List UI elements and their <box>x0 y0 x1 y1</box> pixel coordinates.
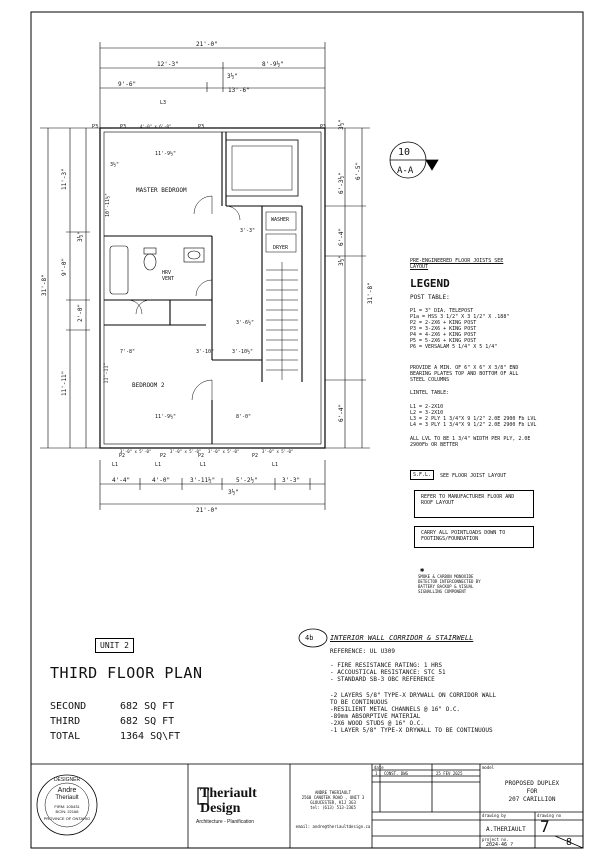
post-row: P1 = 3" DIA. TELEPOST <box>410 308 474 314</box>
dim-left-5: 11'-11" <box>61 370 68 396</box>
company-address <box>294 790 372 829</box>
dim-left-2: 3½" <box>77 231 84 242</box>
designer-stamp <box>37 775 97 821</box>
lintel-tag: 3'-0" x 5'-0" <box>208 449 240 454</box>
lintel-row: L1 = 2-2X10 <box>410 404 444 410</box>
spec-row: - ACCOUSTICAL RESISTANCE: STC 51 <box>330 669 446 676</box>
pointload-note-box: CARRY ALL POINTLOADS DOWN TO FOOTINGS/FOUNDATION <box>414 526 534 548</box>
spec-row: - STANDARD SB-3 OBC REFERENCE <box>330 676 435 683</box>
room-label-dryer: DRYER <box>273 245 289 251</box>
logo-main: Theriault Design <box>200 786 257 816</box>
wall-tag-number: 4b <box>305 634 314 642</box>
lintel-tag: 3'-0" x 5'-0" <box>262 449 294 454</box>
lintel-label: L1 <box>155 462 162 468</box>
address-line: email: andre@theriaultdesign.ca <box>295 824 371 829</box>
stamp-name2: Theriault <box>55 795 79 801</box>
interior-dim-7: 3'-10½" <box>232 349 254 355</box>
manufacturer-note-box: REFER TO MANUFACTURER FLOOR AND ROOF LAYOUT <box>414 490 534 518</box>
dim-left-overall: 31'-8" <box>41 274 48 296</box>
legend-title: LEGEND <box>410 277 450 290</box>
layer-row: -89mm ABSORPTIVE MATERIAL <box>330 713 421 720</box>
lintel-row: L3 = 2 PLY 1 3/4"X 9 1/2" 2.0E 2900 Fb LVL <box>410 416 537 422</box>
post-row: P1a = HSS 3 1/2" X 3 1/2" X .188" <box>410 314 510 320</box>
drawn-by-label: drawing by <box>482 813 507 818</box>
post-row: P3 = 3-2X6 + KING POST <box>410 326 477 332</box>
dim-bottom-1: 4'-4" <box>112 477 131 484</box>
lvl-note: ALL LVL TO BE 1 3/4" WIDTH PER PLY, 2.0E 2900Fb OR BETTER <box>410 436 531 448</box>
bearing-plate-note: PROVIDE A MIN. OF 6" X 6" X 3/8" END BEARING PLATES TOP AND BOTTOM OF ALL STEEL COLUMNS <box>410 365 519 383</box>
dim-top-3: 3½" <box>227 73 238 80</box>
interior-dim-3: 10'-11½" <box>105 192 112 218</box>
room-label-master: MASTER BEDROOM <box>136 187 187 194</box>
interior-dim-2: 3½" <box>110 162 120 168</box>
layer-row: -2X6 WOOD STUDS @ 16" O.C. <box>330 720 424 727</box>
drawing-no-label: drawing no <box>537 813 562 818</box>
dim-bottom-4: 5'-2½" <box>236 477 258 484</box>
stamp-bottom: PROVINCE OF ONTARIO <box>43 816 91 821</box>
dim-right-3: 6'-4" <box>338 227 345 246</box>
dim-right-overall: 31'-8" <box>367 282 374 304</box>
post-row: P5 = 5-2X6 + KING POST <box>410 338 477 344</box>
interior-dim-5: 7'-8" <box>120 349 136 355</box>
rev-no: 1 <box>375 771 378 776</box>
smoke-detector-note: SMOKE & CARBON MONOXIDE DETECTOR INTERCONNECTED BY BATTERY BACKUP & VISUAL SIGNALLING COMPONENT <box>418 574 481 594</box>
interior-dim-9: 11'-11" <box>103 362 110 384</box>
dim-top-4: 9'-6" <box>118 81 137 88</box>
room-label-washer: WASHER <box>271 217 290 223</box>
address-line: GLOUCESTER, K1J 3G3 <box>310 800 356 805</box>
spec-row: - FIRE RESISTANCE RATING: 1 HRS <box>330 662 442 669</box>
lintel-label: L1 <box>272 462 279 468</box>
interior-dim-12: 3'-3" <box>240 228 256 234</box>
area-value: 682 SQ FT <box>120 716 175 727</box>
stamp-top: DESIGNER <box>53 777 81 783</box>
dim-bottom-2: 4'-0" <box>152 477 171 484</box>
interior-dim-6: 3'-10" <box>196 349 215 355</box>
post-row: P6 = VERSALAM 5 1/4" X 5 1/4" <box>410 344 498 350</box>
post-row: P4 = 4-2X6 + KING POST <box>410 332 477 338</box>
address-line: tel: (613) 513-2365 <box>310 805 356 810</box>
unit-label: UNIT 2 <box>95 638 134 653</box>
layer-row: -RESILIENT METAL CHANNELS @ 16" O.C. <box>330 706 461 713</box>
layer-row: -1 LAYER 5/8" TYPE-X DRYWALL TO BE CONTINUOUS <box>330 727 493 734</box>
project-line: FOR <box>526 788 538 795</box>
dim-left-3: 9'-0" <box>61 257 68 276</box>
dim-top-1: 12'-3" <box>157 61 179 68</box>
lintel-table-title: LINTEL TABLE: <box>410 390 450 396</box>
lintel-tag: 3'-0" x 5'-0" <box>120 449 152 454</box>
stamp-bcin2: BCIN: 22168 <box>55 809 79 814</box>
dim-right-4: 3½" <box>338 255 345 266</box>
project-no-label: project no. <box>482 837 509 842</box>
post-label: P3 <box>198 124 205 130</box>
dim-right-1: 6'-3½" <box>338 172 345 194</box>
post-label: P2 <box>252 453 259 459</box>
dim-right-2: 6'-5" <box>355 161 362 180</box>
post-label: P3 <box>92 124 99 130</box>
interior-dim-11: 8'-0" <box>236 414 252 420</box>
dim-left-4: 2'-0" <box>77 303 84 322</box>
sheet-title: THIRD FLOOR PLAN <box>50 664 203 682</box>
interior-dim-1: 11'-9½" <box>155 151 177 157</box>
sfl-tag: S.F.L. <box>410 470 434 480</box>
project-line: PROPOSED DUPLEX <box>504 780 560 787</box>
lintel-tag: 3'-0" x 5'-0" <box>170 449 202 454</box>
logo-sub: Architecture - Planification <box>196 819 255 825</box>
project-no: 2024-46 ? <box>486 842 514 848</box>
wall-assembly-title: INTERIOR WALL CORRIDOR & STAIRWELL <box>330 634 474 642</box>
section-number: 10 <box>398 147 411 158</box>
project-title <box>482 780 582 804</box>
rev-header-model: model <box>482 765 495 770</box>
layer-row: TO BE CONTINUOUS <box>330 699 388 706</box>
dim-left-1: 11'-3" <box>61 168 68 190</box>
section-sheet: A-A <box>397 166 414 176</box>
rev-desc: CONST. DWG <box>384 771 409 776</box>
area-label: TOTAL <box>50 731 81 742</box>
post-table-title: POST TABLE: <box>410 294 450 301</box>
stamp-name1: Andre <box>57 787 77 794</box>
lintel-tag: 4'-0" x 6'-0" <box>140 124 172 129</box>
layer-row: -2 LAYERS 5/8" TYPE-X DRYWALL ON CORRIDOR WALL <box>330 692 497 699</box>
area-value: 1364 SQ\FT <box>120 731 181 742</box>
interior-dim-10: 3'-6½" <box>236 320 255 326</box>
wall-assembly-reference: REFERENCE: UL U309 <box>330 648 396 655</box>
total-sheets: 8 <box>566 837 573 848</box>
stamp-bcin1: FIRM: 105431 <box>54 804 80 809</box>
post-row: P2 = 2-2X6 + KING POST <box>410 320 477 326</box>
area-label: THIRD <box>50 716 81 727</box>
post-label: P3 <box>120 124 127 130</box>
company-logo <box>196 786 286 825</box>
sfl-note: SEE FLOOR JOIST LAYOUT <box>440 473 507 479</box>
post-label: P3 <box>320 124 327 130</box>
rev-date: 25 FEV 2025 <box>436 771 463 776</box>
post-label: P2 <box>119 453 126 459</box>
dim-top-2: 8'-9½" <box>262 61 284 68</box>
room-label-hrv: HRV VENT <box>162 270 175 282</box>
project-line: 207 CARILLION <box>508 796 556 803</box>
smoke-detector-icon: ✱ <box>420 566 425 574</box>
floor-joist-note: PRE-ENGINEERED FLOOR JOISTS SEE LAYOUT <box>410 258 504 270</box>
rev-header-date: date <box>374 765 384 770</box>
drawn-by: A.THERIAULT <box>486 826 526 833</box>
dim-bottom-5: 3'-3" <box>282 477 301 484</box>
interior-dim-8: 11'-9½" <box>155 414 177 420</box>
address-line: 2560 CANOTEK ROAD , UNIT 3 <box>301 795 365 800</box>
dim-top-5: 13'-6" <box>228 87 250 94</box>
lintel-label: L1 <box>112 462 119 468</box>
lintel-row: L4 = 3 PLY 1 3/4"X 9 1/2" 2.0E 2900 Fb LVL <box>410 422 537 428</box>
post-label: P2 <box>198 453 205 459</box>
room-label-bedroom2: BEDROOM 2 <box>132 382 165 389</box>
area-label: SECOND <box>50 701 87 712</box>
lintel-label: L3 <box>160 100 167 106</box>
dim-top-overall: 21'-0" <box>196 41 218 48</box>
dim-right-6: 3½" <box>338 119 345 130</box>
lintel-row: L2 = 3-2X10 <box>410 410 444 416</box>
dim-right-5: 6'-4" <box>338 403 345 422</box>
post-label: P2 <box>160 453 167 459</box>
address-line: ANDRE THERIAULT <box>314 790 352 795</box>
dim-bottom-3: 3'-11½" <box>190 477 216 484</box>
dim-bottom-6: 3½" <box>228 489 239 496</box>
area-value: 682 SQ FT <box>120 701 175 712</box>
dim-bottom-overall: 21'-0" <box>196 507 218 514</box>
lintel-label: L1 <box>200 462 207 468</box>
drawing-number: 7 <box>540 817 550 836</box>
